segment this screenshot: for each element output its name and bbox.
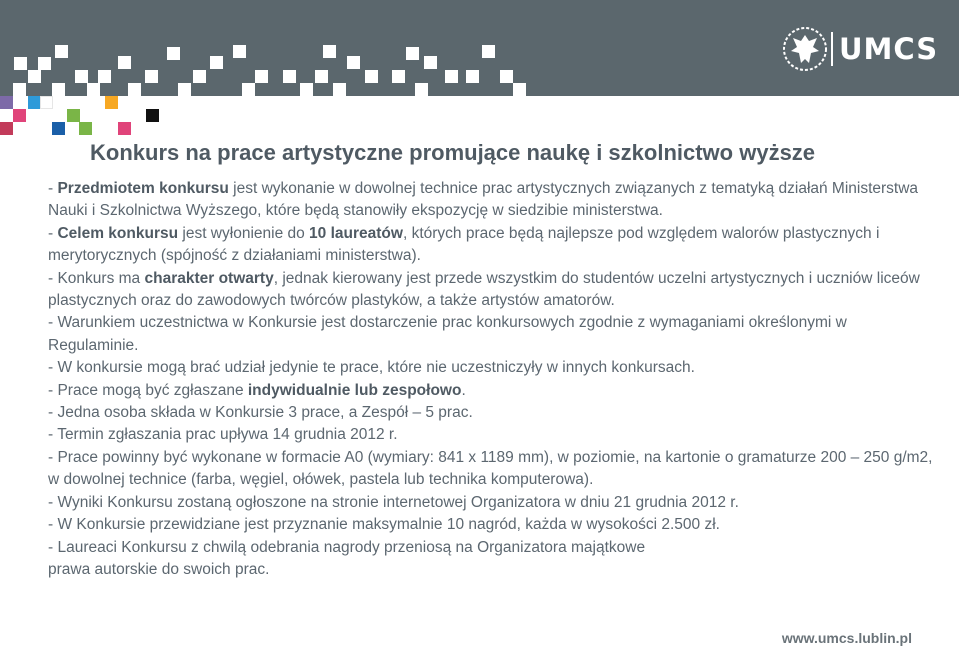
paragraph-copyright: - Laureaci Konkursu z chwilą odebrania nagrody przeniosą na Organizatora majątkowe prawa autorskie do swoich prac. xyxy=(48,538,646,578)
content-body xyxy=(48,178,938,581)
umcs-logo xyxy=(783,24,938,74)
footer-url: www.umcs.lublin.pl xyxy=(781,630,912,646)
paragraph-open-character: - Konkurs ma charakter otwarty, jednak kierowany jest przede wszystkim do studentów uczelni artystycznych i uczniów liceów plastycznych oraz do zawodowych twórców plastyków, a także artystów amatorów. xyxy=(48,269,920,310)
paragraph-entries-count: - Jedna osoba składa w Konkursie 3 prace, a Zespół – 5 prac. xyxy=(48,404,473,422)
paragraph-submission-type: - Prace mogą być zgłaszane indywidualnie lub zespołowo. xyxy=(48,381,466,399)
logo-text: UMCS xyxy=(839,32,939,66)
logo-separator xyxy=(831,32,833,66)
page-title: Konkurs na prace artystyczne promujące naukę i szkolnictwo wyższe xyxy=(90,140,816,165)
paragraph-format: - Prace powinny być wykonane w formacie A0 (wymiary: 841 x 1189 mm), w poziomie, na kartonie o gramaturze 200 – 250 g/m2, w dowolnej technice (farba, węgiel, ołówek, pastela lub technika komputerowa). xyxy=(48,448,933,489)
paragraph-subject: - Przedmiotem konkursu jest wykonanie w dowolnej technice prac artystycznych związanych z tematyką działań Ministerstwa Nauki i Szkolnictwa Wyższego, które będą stanowiły ekspozycję w siedzibie ministerstwa. xyxy=(48,180,919,220)
paragraph-eligibility: - W konkursie mogą brać udział jedynie te prace, które nie uczestniczyły w innych konkursach. xyxy=(48,359,695,377)
paragraph-participation: - Warunkiem uczestnictwa w Konkursie jest dostarczenie prac konkursowych zgodnie z wymaganiami określonymi w Regulaminie. xyxy=(48,314,847,354)
eagle-emblem-icon xyxy=(783,25,827,73)
paragraph-goal: - Celem konkursu jest wyłonienie do 10 laureatów, których prace będą najlepsze pod względem walorów plastycznych i merytorycznych (spójność z działaniami ministerstwa). xyxy=(48,224,880,265)
paragraph-results: - Wyniki Konkursu zostaną ogłoszone na stronie internetowej Organizatora w dniu 21 grudnia 2012 r. xyxy=(48,493,739,511)
paragraph-deadline: - Termin zgłaszania prac upływa 14 grudnia 2012 r. xyxy=(48,426,398,444)
paragraph-prizes: - W Konkursie przewidziane jest przyznanie maksymalnie 10 nagród, każda w wysokości 2.500 zł. xyxy=(48,516,720,534)
